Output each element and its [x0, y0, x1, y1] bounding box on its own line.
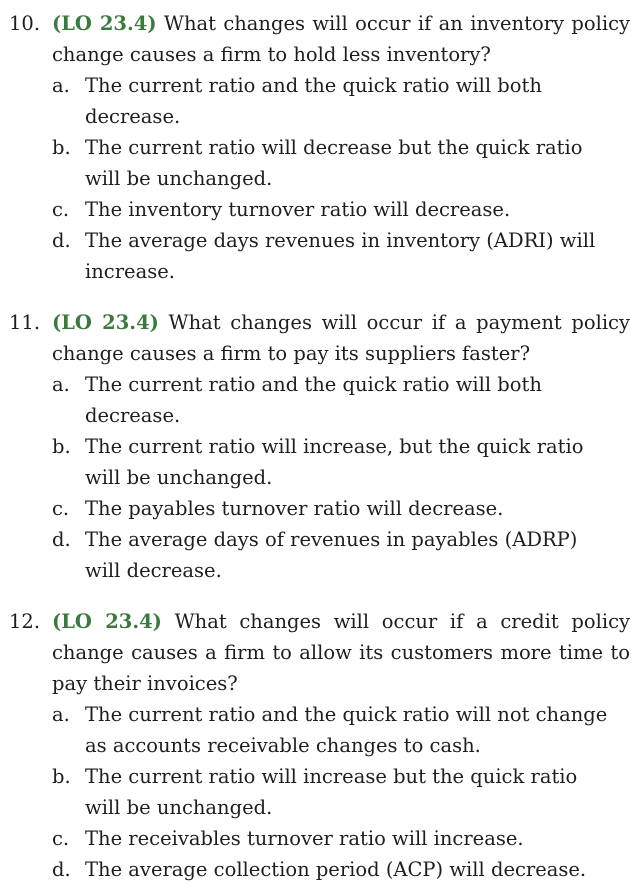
option-a: [0, 369, 630, 431]
option-letter: b.: [52, 136, 71, 159]
option-d: [0, 225, 630, 287]
option-letter: a.: [52, 703, 70, 726]
option-a: [0, 699, 630, 761]
option-text: The average days revenues in inventory (ADRI) will increase.: [85, 229, 596, 283]
question-stem: [0, 307, 630, 369]
option-text: The current ratio will increase but the quick ratio will be unchanged.: [85, 765, 578, 819]
option-letter: d.: [52, 528, 71, 551]
question-number: 12.: [9, 610, 41, 633]
option-b: [0, 431, 630, 493]
question-text: What changes will occur if a credit policy change causes a firm to allow its customers more time to pay their invoices?: [52, 610, 631, 695]
option-letter: a.: [52, 373, 70, 396]
question-stem: [0, 8, 630, 70]
question-stem: [0, 606, 630, 699]
learning-objective-tag: (LO 23.4): [52, 12, 157, 35]
answer-options: [0, 699, 630, 885]
option-c: [0, 823, 630, 854]
option-text: The current ratio and the quick ratio will both decrease.: [85, 74, 542, 128]
option-text: The payables turnover ratio will decrease.: [85, 497, 504, 520]
question-12: [0, 606, 630, 885]
option-letter: b.: [52, 435, 71, 458]
option-text: The current ratio will increase, but the quick ratio will be unchanged.: [85, 435, 584, 489]
option-text: The inventory turnover ratio will decrease.: [85, 198, 511, 221]
question-text: What changes will occur if a payment policy change causes a firm to pay its suppliers faster?: [52, 311, 630, 365]
answer-options: [0, 70, 630, 287]
question-number: 10.: [9, 12, 41, 35]
question-text: What changes will occur if an inventory policy change causes a firm to hold less inventory?: [52, 12, 631, 66]
option-text: The current ratio will decrease but the quick ratio will be unchanged.: [85, 136, 583, 190]
option-d: [0, 524, 630, 586]
learning-objective-tag: (LO 23.4): [52, 610, 162, 633]
option-text: The receivables turnover ratio will increase.: [85, 827, 524, 850]
question-11: [0, 307, 630, 586]
option-letter: c.: [52, 198, 70, 221]
option-b: [0, 761, 630, 823]
option-text: The current ratio and the quick ratio will not change as accounts receivable changes to cash.: [85, 703, 608, 757]
option-letter: c.: [52, 827, 70, 850]
option-letter: d.: [52, 229, 71, 252]
option-letter: d.: [52, 858, 71, 881]
answer-options: [0, 369, 630, 586]
option-b: [0, 132, 630, 194]
option-letter: a.: [52, 74, 70, 97]
option-text: The average collection period (ACP) will decrease.: [85, 858, 587, 881]
option-letter: b.: [52, 765, 71, 788]
option-text: The current ratio and the quick ratio will both decrease.: [85, 373, 542, 427]
question-number: 11.: [9, 311, 41, 334]
option-c: [0, 194, 630, 225]
option-letter: c.: [52, 497, 70, 520]
learning-objective-tag: (LO 23.4): [52, 311, 159, 334]
question-10: [0, 8, 630, 287]
option-a: [0, 70, 630, 132]
option-text: The average days of revenues in payables (ADRP) will decrease.: [85, 528, 578, 582]
option-d: [0, 854, 630, 885]
option-c: [0, 493, 630, 524]
